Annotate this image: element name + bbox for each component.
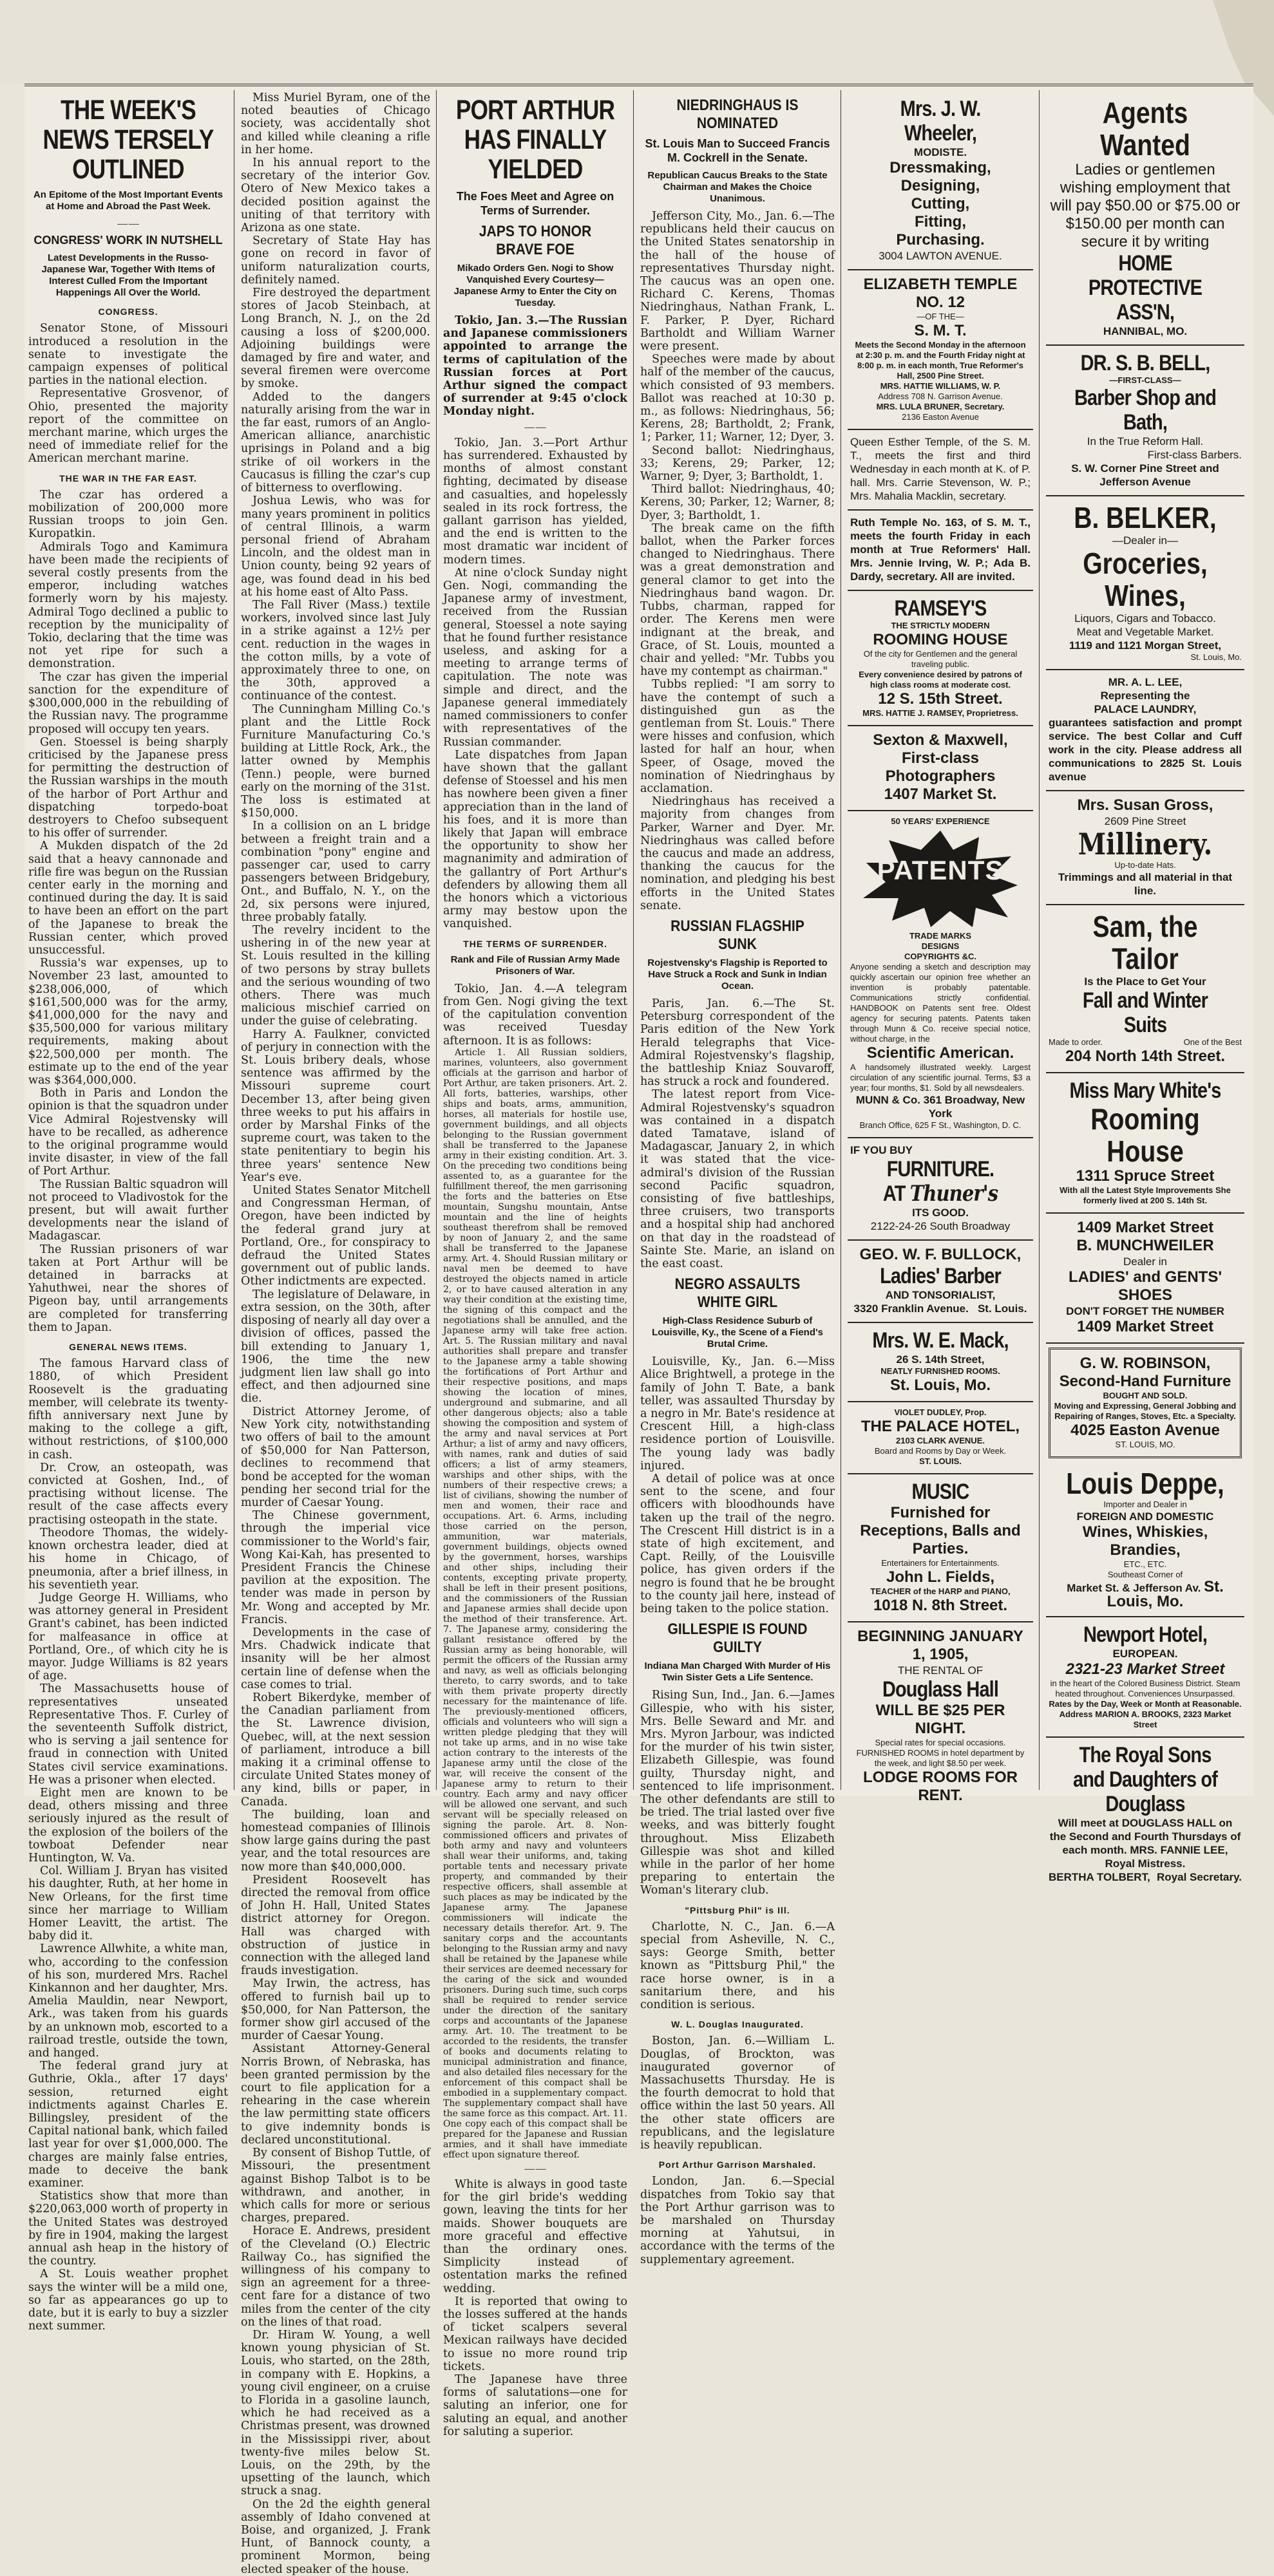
- article-paragraph: It is reported that owing to the losses suffered at the hands of ticket scalpers several Mexican railways have decided to issue no more round trip tickets.: [443, 2295, 627, 2373]
- ad-text: MRS. HATTIE WILLIAMS, W. P.: [880, 381, 1001, 391]
- article-paragraph: Harry A. Faulkner, convicted of perjury in connection with the St. Louis bribery deals, whose sentence was affirmed by the Missouri supreme court December 13, after being given three weeks to put his affairs in order by Marshal Finks of the supreme court, was taken to the state penitentiary to begin his three years' sentence New Year's eve.: [241, 1028, 430, 1184]
- ad-text: Address MARION A. BROOKS, 2323 Market Street: [1059, 1709, 1231, 1729]
- ad-text: MODISTE.: [913, 146, 967, 158]
- article-paragraph: Theodore Thomas, the widely-known orchestra leader, died at his home in Chicago, of pneumonia, after a brief illness, in his seventieth year.: [28, 1526, 228, 1592]
- ad-text: Furnished for: [890, 1504, 991, 1521]
- ad-text: St. Louis, Mo.: [890, 1377, 991, 1394]
- ad-text: Ruth Temple No. 163, of S. M. T., meets the fourth Friday in each month at True Reformers' Hall. Mrs. Jennie Irving, W. P.; Ada B. Dardy, secretary. All are invited.: [850, 516, 1031, 583]
- article-paragraph: The Russian prisoners of war taken at Port Arthur will be detained in barracks at Yahuthwei, near the shores of Pigeon bay, until arrangements are completed for transferring them to Japan.: [28, 1243, 228, 1334]
- article-paragraph: Miss Muriel Byram, one of the noted beauties of Chicago society, was accidentally shot and killed while cleaning a rifle in her home.: [241, 91, 430, 156]
- deck: Mikado Orders Gen. Nogi to Show Vanquished Every Courtesy—Japanese Army to Enter the City on Tuesday.: [453, 263, 617, 308]
- ad-agents-wanted: [1046, 91, 1244, 346]
- ad-title: Newport Hotel,: [1083, 1622, 1208, 1647]
- article-paragraph: In a collision on an L bridge between a freight train and a combination "pony" engine and passenger car, used to carry passengers between Bridgebury, Ont., and Buffalo, N. Y., on the 2d, six persons were injured, three probably fatally.: [241, 820, 430, 924]
- article-paragraph: Second ballot: Niedringhaus, 33; Kerens, 29; Parker, 12; Warner, 9; Dyer, 3; Bartholdt, 1.: [640, 444, 835, 484]
- article-paragraph: Eight men are known to be dead, others missing and three seriously injured as the result of the explosion of the boilers of the towboat Defender near Huntington, W. Va.: [28, 1786, 228, 1865]
- section-title: CONGRESS.: [98, 306, 158, 317]
- section-title: "Pittsburg Phil" is Ill.: [685, 1904, 790, 1915]
- ad-address: 204 North 14th Street.: [1065, 1048, 1226, 1065]
- ad-address: 3320 Franklin Avenue.: [853, 1302, 969, 1315]
- ad-text: Moving and Expressing, General Jobbing and Repairing of Ranges, Stoves, Etc. a Specialty.: [1054, 1401, 1237, 1421]
- ad-text: BOUGHT AND SOLD.: [1103, 1391, 1188, 1400]
- ad-title: Thuner's: [909, 1181, 998, 1207]
- ad-address: 1409 Market Street: [1076, 1318, 1214, 1335]
- article-fine-print: Article 1. All Russian soldiers, marines, volunteers, also government officials at the garrison and harbor of Port Arthur, are taken prisoners. Art. 2. All forts, batteries, warships, other ships and boats, arms, ammunition, horses, all materials for hostile use, government buildings, and all objects belonging to the Russian government shall be transferred to the Japanese army in their existing condition. Art. 3. On the preceding two conditions being assented to, as a guarantee for the fulfillment thereof, the men garrisoning the forts and the batteries on Etse mountain, Sungshu mountain, Antse mountain and the line of heights southeast therefrom shall be removed by noon of January 2, and the same shall be transferred to the Japanese army. Art. 4. Should Russian military or naval men be deemed to have destroyed the objects named in article 2, or to have caused alteration in any way their condition at the existing time, the signing of this compact and the negotiations shall be annulled, and the Japanese army will take free action. Art. 5. The Russian military and naval authorities shall prepare and transfer to the Japanese army a table showing the fortifications of Port Arthur and their respective positions, and maps showing the location of mines, underground and submarine, and all other dangerous objects; also a table showing the composition and system of the army and naval services at Port Arthur; a list of army and navy officers, with names, rank and duties of said officers; a list of army steamers, warships and other ships, with the numbers of their respective crews; a list of civilians, showing the number of men and women, their race and occupations. Art. 6. Arms, including those carried on the person, ammunition, war materials, government buildings, objects owned by the government, horses, warships and other ships, including their contents, excepting private property, shall be left in their present positions, and the commissioners of the Russian and Japanese armies shall decide upon the method of their transference. Art. 7. The Japanese army, considering the gallant resistance offered by the Russian army as being honorable, will permit the officers of the Russian army and navy, as well as officials belonging thereto, to carry swords, and to take with them private property directly necessary for the maintenance of life. The previously-mentioned officers, officials and volunteers who will sign a written pledge pledging that they will not take up arms, and in no wise take action contrary to the interests of the Japanese army until the close of the war, will receive the consent of the Japanese army to return to their country. Each army and navy officer will be allowed one servant, and such servant will be specially released on signing the parole. Art. 8. Non-commissioned officers and privates of both army and navy and volunteers shall wear their uniforms, and, taking portable tents and necessary private property, and commanded by their respective officers, shall assemble at such places as may be indicated by the Japanese army. The Japanese commissioners will indicate the necessary details therefor. Art. 9. The sanitary corps and the accountants belonging to the Russian army and navy shall be retained by the Japanese while their services are deemed necessary for the caring of the sick and wounded prisoners. During such time, such corps shall be required to render service under the direction of the sanitary corps and accountants of the Japanese army. Art. 10. The treatment to be accorded to the residents, the transfer of books and documents relating to municipal administration and finance, and also detailed files necessary for the enforcement of this compact shall be embodied in a supplementary compact. The supplementary compact shall have the same force as this compact. Art. 11. One copy each of this compact shall be prepared for the Japanese and Russian armies, and it shall have immediate effect upon signature thereof.: [443, 1047, 627, 2160]
- patents-badge: [863, 831, 1018, 927]
- ad-text: Queen Esther Temple, of the S. M. T., meets the first and third Wednesday in each month at K. of P. hall. Mrs. Carrie Stevenson, W. P.; Mrs. Mahalia Macklin, secretary.: [850, 436, 1031, 502]
- ad-music: [848, 1474, 1033, 1622]
- ad-text: Royal Secretary.: [1157, 1871, 1242, 1883]
- ad-text: 50 YEARS' EXPERIENCE: [891, 816, 990, 826]
- ad-text: BERTHA TOLBERT,: [1049, 1871, 1150, 1883]
- ad-title: MR. A. L. LEE,: [1108, 676, 1183, 688]
- ad-text: FOREIGN AND DOMESTIC: [1076, 1510, 1214, 1523]
- page-margin-top: [0, 0, 1274, 84]
- column-5-ads: [844, 91, 1037, 1804]
- column-rule: [1039, 90, 1040, 1790]
- article-paragraph: Dr. Hiram W. Young, a well known young physician of St. Louis, who started, on the 28th, in company with E. Hopkins, a young civil engineer, on a cruise to Florida in a gasoline launch, which he had received as a Christmas present, was drowned in the Mississippi river, about twenty-five miles below St. Louis, on the 29th, by the upsetting of the launch, which struck a snag.: [241, 2328, 430, 2498]
- ad-text: St. Louis.: [977, 1302, 1027, 1315]
- ad-text: FURNISHED ROOMS in hotel department by the week, and light $8.50 per week.: [856, 1748, 1025, 1768]
- article-paragraph: White is always in good taste for the girl bride's wedding gown, leaving the tints for her maids. Shower bouquets are more graceful and effective than the ordinary ones. Simplicity instead of ostentation marks the refined wedding.: [443, 2177, 627, 2295]
- ad-text: Designing,: [900, 177, 980, 194]
- ad-text: Board and Rooms by Day or Week.: [874, 1446, 1007, 1456]
- ad-text: Wines, Whiskies, Brandies,: [1082, 1523, 1208, 1559]
- ad-address: 1018 N. 8th Street.: [873, 1597, 1008, 1614]
- article-paragraph: Russia's war expenses, up to November 23 last, amounted to $238,006,000, of which $161,500,000 was for the army, $41,000,000 for the navy and $35,500,000 for various military requirements, making about $22,500,000 per month. The estimate up to the end of the year was $364,000,000.: [28, 957, 228, 1087]
- article-paragraph: Dr. Crow, an osteopath, was convicted at Goshen, Ind., of practising without license. The result of the case affects every practising osteopath in the state.: [28, 1461, 228, 1527]
- ad-text: Rates by the Day, Week or Month at Reasonable.: [1049, 1699, 1242, 1709]
- ad-title: Mrs. W. E. Mack,: [872, 1328, 1009, 1353]
- ad-text: —Dealer in—: [1112, 534, 1179, 547]
- ad-title: Mrs. Susan Gross,: [1077, 796, 1213, 814]
- article-paragraph: Assistant Attorney-General Norris Brown, of Nebraska, has been granted permission by the court to file application for a rehearing in the case wherein the law permitting state officers to give indemnity bonds is declared unconstitutional.: [241, 2042, 430, 2147]
- ad-text: John L. Fields,: [886, 1568, 994, 1586]
- article-paragraph: The Russian Baltic squadron will not proceed to Vladivostok for the present, but will await further developments near the island of Madagascar.: [28, 1178, 228, 1243]
- ad-address: 2103 CLARK AVENUE.: [896, 1436, 985, 1445]
- ad-robinson: [1049, 1348, 1242, 1458]
- section-title: GENERAL NEWS ITEMS.: [69, 1342, 187, 1353]
- column-2: [237, 91, 434, 2576]
- ad-text: ITS GOOD.: [912, 1207, 969, 1219]
- article-paragraph: The Chinese government, through the imperial vice commissioner to the World's fair, Wong Kai-Kah, has presented to President Francis the Chinese pavilion at the exposition. The tender was made in person by Mr. Wong and accepted by Mr. Francis.: [241, 1509, 430, 1626]
- ad-text: Rooming House: [1090, 1102, 1200, 1168]
- deck: An Epitome of the Most Important Events at Home and Abroad the Past Week.: [33, 189, 223, 212]
- ad-address: Market St. & Jefferson Av.: [1067, 1582, 1201, 1594]
- article-paragraph: The Massachusetts house of representatives unseated Representative Thos. F. Curley of the seventeenth Suffolk district, who is serving a jail sentence for fraud in connection with United States civil service examinations. He was a prisoner when elected.: [28, 1682, 228, 1787]
- article-paragraph: Admirals Togo and Kamimura have been made the recipients of several costly presents from the emperor, including watches formerly worn by his majesty. Admiral Togo declined a public to reception by the municipality of Tokio, declaring that the time was not yet ripe for such a demonstration.: [28, 540, 228, 671]
- ad-text: WILL BE $25 PER NIGHT.: [875, 1702, 1005, 1737]
- deck: Republican Caucus Breaks to the State Chairman and Makes the Choice Unanimous.: [647, 170, 828, 204]
- article-paragraph: Paris, Jan. 6.—The St. Petersburg correspondent of the Paris edition of the New York Herald telegraphs that Vice-Admiral Rojestvensky's flagship, the battleship Kniaz Souvaroff, has struck a rock and foundered.: [640, 997, 835, 1089]
- article-paragraph: Charlotte, N. C., Jan. 6.—A special from Asheville, N. C., says: George Smith, better known as "Pittsburg Phil," the race horse owner, is in a sanitarium there, and his condition is serious.: [640, 1920, 835, 2011]
- headline-flagship: RUSSIAN FLAGSHIP SUNK: [670, 917, 804, 953]
- section-title: THE WAR IN THE FAR EAST.: [59, 473, 197, 484]
- subhead-japs: JAPS TO HONOR BRAVE FOE: [479, 223, 592, 258]
- ad-sexton-maxwell: [848, 726, 1033, 811]
- ad-text: St. Louis, Mo.: [1107, 1578, 1224, 1610]
- ad-address: 4025 Easton Avenue: [1070, 1422, 1220, 1439]
- ad-text: —OF THE—: [917, 312, 964, 321]
- ad-text: Will meet at DOUGLASS HALL on the Second and Fourth Thursdays of each month. MRS. FANNIE LEE, Royal Mistress.: [1049, 1817, 1241, 1870]
- article-paragraph: The break came on the fifth ballot, when the Parker forces changed to Niedringhaus. There was a great demonstration and general clamor to get into the Niedringhaus band wagon. Dr. Tubbs, charman, rapped for order. The Kerens men were indignant at the break, and Grace, of St. Louis, mounted a chair and yelled: "Mr. Tubbs you have my contempt as chairman.": [640, 522, 835, 679]
- ad-title: Miss Mary White's: [1069, 1078, 1221, 1103]
- ad-title: Mrs. J. W. Wheeler,: [900, 97, 981, 146]
- ad-text: COPYRIGHTS &C.: [904, 952, 976, 961]
- article-paragraph: President Roosevelt has directed the removal from office of John H. Hall, United States district attorney for Oregon. Hall was charged with obstruction of justice in connection with the alleged land frauds investigation.: [241, 1873, 430, 1978]
- article-paragraph: May Irwin, the actress, has offered to furnish bail up to $50,000, for Nan Patterson, the former show girl accused of the murder of Caesar Young.: [241, 1977, 430, 2043]
- ad-deppe: [1046, 1462, 1244, 1617]
- ad-elizabeth-temple: [848, 270, 1033, 430]
- column-3: [439, 91, 631, 2438]
- ad-title: Louis Deppe,: [1066, 1467, 1224, 1500]
- ad-douglass-hall: [848, 1622, 1033, 1811]
- article-paragraph: District Attorney Jerome, of New York city, notwithstanding two offers of bail to the amount of $50,000 for Nan Patterson, declines to recommend that bond be accepted for the woman pending her second trial for the murder of Caesar Young.: [241, 1405, 430, 1509]
- ad-text: Entertainers for Entertainments.: [881, 1558, 1000, 1568]
- article-paragraph: The Fall River (Mass.) textile workers, involved since last July in a strike against a 12½ per cent. reduction in the wages in the cotton mills, by a vote of approximately three to one, on the 30th, approved a continuance of the contest.: [241, 598, 430, 703]
- ad-mary-white: [1046, 1073, 1244, 1214]
- ad-address: 1119 and 1121 Morgan Street,: [1069, 639, 1222, 652]
- ad-title: B. MUNCHWEILER: [1076, 1237, 1214, 1254]
- ad-ruth-temple: [848, 511, 1033, 591]
- ad-text: St. Louis, Mo.: [1190, 652, 1242, 662]
- article-paragraph: Tokio, Jan. 3.—Port Arthur has surrendered. Exhausted by months of almost constant fighting, decimated by disease and casualties, and hopelessly sealed in its rock fortress, the gallant garrison has yielded, and the end is written to the most dramatic war incident of modern times.: [443, 436, 627, 567]
- ad-text: Up-to-date Hats.: [1114, 860, 1176, 870]
- ad-bullock: [848, 1241, 1033, 1323]
- ad-title: DR. S. B. BELL,: [1080, 351, 1210, 375]
- ad-text: ST. LOUIS, MO.: [1115, 1440, 1175, 1449]
- article-paragraph: On the 2d the eighth general assembly of Idaho convened at Boise, and organized, J. Frank Hunt, of Bannock county, a prominent Mormon, being elected speaker of the house.: [241, 2497, 430, 2576]
- article-paragraph: The czar has ordered a mobilization of 200,000 more Russian troops to join Gen. Kuropatkin.: [28, 488, 228, 541]
- ad-text: guarantees satisfaction and prompt service. The best Collar and Cuff work in the city. Please address all communications to 2825 St. Louis avenue: [1049, 717, 1242, 783]
- ad-address: 2321-23 Market Street: [1065, 1660, 1225, 1678]
- column-6-ads: [1042, 91, 1248, 1883]
- ad-text: MRS. LULA BRUNER, Secretary.: [876, 402, 1005, 411]
- ad-text: LODGE ROOMS FOR RENT.: [863, 1769, 1018, 1804]
- ad-text: AT: [882, 1181, 906, 1206]
- ad-text: First-class Photographers: [885, 749, 996, 785]
- ad-text: Ladies' Barber: [880, 1264, 1001, 1288]
- article-paragraph: Tokio, Jan. 4.—A telegram from Gen. Nogi giving the text of the capitulation convention was received Tuesday afternoon. It is as follows:: [443, 982, 627, 1048]
- ad-address: 26 S. 14th Street,: [896, 1353, 985, 1366]
- ad-text: LADIES' and GENTS' SHOES: [1068, 1268, 1222, 1304]
- ad-text: Receptions, Balls and Parties.: [860, 1522, 1021, 1557]
- ad-text: Of the city for Gentlemen and the general traveling public.: [863, 649, 1018, 669]
- deck: Rojestvensky's Flagship is Reported to Have Struck a Rock and Sunk in Indian Ocean.: [647, 957, 828, 992]
- ad-text: Address 708 N. Garrison Avenue.: [878, 391, 1003, 401]
- ad-title: RAMSEY'S: [894, 596, 987, 621]
- ad-title: Agents Wanted: [1100, 96, 1190, 162]
- ad-text: Representing the: [1100, 690, 1190, 702]
- headline-negro-assaults: NEGRO ASSAULTS WHITE GIRL: [674, 1275, 801, 1312]
- deck: Indiana Man Charged With Murder of His Twin Sister Gets a Life Sentence.: [644, 1660, 831, 1684]
- article-paragraph: By consent of Bishop Tuttle, of Missouri, the presentment against Bishop Talbot is to be withdrawn, and another, in which calls for more or serious charges, prepared.: [241, 2147, 430, 2225]
- article-paragraph: Robert Bikerdyke, member of the Canadian parliament from the St. Lawrence division, Quebec, will, at the next session of parliament, introduce a bill making it a criminal offense to circulate United States money of any kind, bills or paper, in Canada.: [241, 1691, 430, 1809]
- column-4: [636, 91, 839, 2266]
- article-paragraph: Added to the dangers naturally arising from the war in the far east, rumors of an Anglo-American alliance, anarchistic uprisings in Poland and a big strike of oil workers in the Caucasus is filling the czar's cup of bitterness to overflowing.: [241, 390, 430, 495]
- ad-ramseys: [848, 591, 1033, 726]
- ad-title: FURNITURE.: [886, 1157, 994, 1181]
- ad-text: Southeast Corner of: [1107, 1570, 1183, 1579]
- ad-text: 2136 Easton Avenue: [902, 412, 979, 422]
- article-paragraph: The Japanese have three forms of salutations—one for saluting an inferior, one for saluting an equal, and another for saluting a superior.: [443, 2373, 627, 2438]
- ad-bell-barber: [1046, 346, 1244, 496]
- ad-text: Cutting,: [911, 195, 970, 212]
- ad-text: Second-Hand Furniture: [1059, 1373, 1231, 1390]
- article-paragraph: Judge George H. Williams, who was attorney general in President Grant's cabinet, has been indicted for malfeasance in office at Portland, Ore., of which city he is mayor. Judge Williams is 82 years of age.: [28, 1591, 228, 1683]
- ad-text: Groceries, Wines,: [1083, 547, 1208, 612]
- column-1: [24, 91, 232, 2333]
- ad-text: One of the Best: [1183, 1037, 1242, 1047]
- article-paragraph: At nine o'clock Sunday night Gen. Nogi, commanding the Japanese army of investment, received from the Russian general, Stoessel a note saying that he found further resistance useless, and asking for a meeting to arrange terms of capitulation. The note was simple and direct, and the Japanese general immediately named commissioners to confer with representatives of the Russian commander.: [443, 566, 627, 749]
- deck: The Foes Meet and Agree on Terms of Surrender.: [456, 190, 614, 217]
- article-paragraph: Statistics show that more than $220,063,000 worth of property in the United States was destroyed by fire in 1904, making the largest annual ash heap in the history of the country.: [28, 2190, 228, 2268]
- ad-text: AND TONSORIALIST,: [885, 1289, 996, 1301]
- article-paragraph: United States Senator Mitchell and Congressman Herman, of Oregon, have been indicted by the federal grand jury at Portland, Ore., for conspiracy to defraud the United States government out of public lands. Other indictments are expected.: [241, 1184, 430, 1288]
- ad-text: Meat and Vegetable Market.: [1076, 626, 1214, 638]
- ad-text: Meets the Second Monday in the afternoon at 2:30 p. m. and the Fourth Friday night at 8:00 p. m. in each month, True Reformer's Hall, 2500 Pine Street.: [855, 340, 1026, 381]
- ad-text: Barber Shop and Bath,: [1074, 386, 1217, 435]
- ad-text: Purchasing.: [896, 231, 985, 249]
- article-paragraph: The legislature of Delaware, in extra session, on the 30th, after disposing of nearly all day over a division of offices, passed the bill extending to January 1, 1906, the time the new judgment lien law shall go into effect, and then adjourned sine die.: [241, 1288, 430, 1406]
- article-paragraph: The Cunningham Milling Co.'s plant and the Little Rock Furniture Manufacturing Co.'s building at Little Rock, Ark., the latter owned by Memphis (Tenn.) people, were burned early on the morning of the 31st. The loss is estimated at $150,000.: [241, 702, 430, 820]
- article-paragraph: The federal grand jury at Guthrie, Okla., after 17 days' session, returned eight indictments against Charles E. Billingsley, president of the Capital national bank, which failed last year for over $1,000,000. The charges are mainly false entries, made to deceive the bank examiner.: [28, 2060, 228, 2190]
- ad-palace-hotel: [848, 1402, 1033, 1474]
- article-paragraph: Niedringhaus has received a majority from changes from Parker, Warner and Dyer. Mr. Niedringhaus was called before the caucus and made an address, thanking the caucus for the nomination, and pledging his best efforts in the United States senate.: [640, 795, 835, 912]
- ad-mack: [848, 1323, 1033, 1402]
- ad-address: 2609 Pine Street: [1104, 815, 1186, 827]
- article-paragraph: A detail of police was at once sent to the scene, and four officers with bloodhounds have taken up the trail of the negro. The Crescent Hill district is in a state of high excitement, and Capt. Reilly, of the Louisville police, has given orders if the negro is found that he be brought to the county jail here, instead of being taken to the police station.: [640, 1472, 835, 1616]
- article-paragraph: Representative Grosvenor, of Ohio, presented the majority report of the committee on merchant marine, which urges the need of immediate relief for the American merchant marine.: [28, 387, 228, 465]
- article-paragraph: Jefferson City, Mo., Jan. 6.—The republicans held their caucus on the United States senatorship in the hall of the house of representatives Thursday night. The caucus was an open one. Richard C. Kerens, Thomas Niedringhaus, Nathan Frank, L. F. Parker, P. Dyer, Richard Bartholdt and William Warner were present.: [640, 210, 835, 353]
- ad-text: Dealer in: [1123, 1255, 1168, 1268]
- section-title: W. L. Douglas Inaugurated.: [671, 2019, 804, 2030]
- headline-gillespie: GILLESPIE IS FOUND GUILTY: [667, 1621, 808, 1657]
- ad-munchweiler: [1046, 1214, 1244, 1344]
- divider: ——: [524, 420, 547, 434]
- article-paragraph: The latest report from Vice-Admiral Rojestvensky's squadron was contained in a dispatch dated Tamatave, island of Madagascar, January 2, in which it was stated that the vice-admiral's division of the Russian second Pacific squadron, consisting of five battleships, three cruisers, two transports and a hospital ship had anchored on that day in the roadstead of Sainte Ste. Marie, an island on the east coast.: [640, 1088, 835, 1271]
- divider: ——: [524, 2162, 547, 2176]
- article-paragraph: The czar has given the imperial sanction for the expenditure of $300,000,000 in the rebuilding of the Russian navy. The programme proposed will occupy ten years.: [28, 670, 228, 736]
- article-paragraph: The building, loan and homestead companies of Illinois show large gains during the past year, and the total resources are now more than $40,000,000.: [241, 1808, 430, 1874]
- article-paragraph: Speeches were made by about half of the member of the caucus, which consisted of 93 members. Ballot was reached at 10:30 p. m., as follows: Niedringhaus, 56; Kerens, 28; Bartholdt, 2; Frank, 1; Parker, 11; Warner, 12; Dyer, 3.: [640, 353, 835, 444]
- article-paragraph: A St. Louis weather prophet says the winter will be a mild one, so far as appearances go up to date, but it is early to buy a sizzler next summer.: [28, 2268, 228, 2333]
- ad-wheeler: [848, 91, 1033, 270]
- article-paragraph: Boston, Jan. 6.—William L. Douglas, of Brockton, was inaugurated governor of Massachusetts Thursday. He is the fourth democrat to hold that office within the last 50 years. All the other state officers are republicans, and the legislature is heavily republican.: [640, 2035, 835, 2152]
- ad-text: DON'T FORGET THE NUMBER: [1066, 1305, 1224, 1317]
- ad-title: BEGINNING JANUARY 1, 1905,: [857, 1628, 1023, 1663]
- lead-paragraph: Tokio, Jan. 3.—The Russian and Japanese commissioners appointed to arrange the terms of capitulation of the Russian forces at Port Arthur signed the compact of surrender at 9:45 o'clock Monday night.: [443, 314, 627, 418]
- ad-text: THE STRICTLY MODERN: [891, 621, 990, 630]
- column-rule: [436, 90, 437, 1790]
- ad-millinery: [1046, 791, 1244, 905]
- article-paragraph: Senator Stone, of Missouri introduced a resolution in the senate to investigate the campaign expenses of political parties in the national election.: [28, 322, 228, 388]
- article-paragraph: Fire destroyed the department stores of Jacob Steinbach, at Long Branch, N. J., on the 2d causing a loss of $200,000. Adjoining buildings were damaged by fire and water, and several firemen were overcome by smoke.: [241, 287, 430, 391]
- ad-text: HANNIBAL, MO.: [1103, 325, 1188, 337]
- article-paragraph: Rising Sun, Ind., Jan. 6.—James Gillespie, who with his sister, Mrs. Belle Seward and Mr. and Mrs. Myron Jarbour, was indicted for the murder of his twin sister, Elizabeth Gillespie, was found guilty, Thursday night, and sentenced to life imprisonment. The other defendants are still to be tried. The trial lasted over five weeks, and was bitterly fought throughout. Miss Elizabeth Gillespie was shot and killed while in the parlor of her home preparing to entertain the Woman's literary club.: [640, 1689, 835, 1897]
- ad-text: Every convenience desired by patrons of high class rooms at moderate cost.: [859, 670, 1022, 690]
- ad-palace-laundry: [1046, 670, 1244, 791]
- column-rule: [633, 90, 634, 1790]
- article-paragraph: A Mukden dispatch of the 2d said that a heavy cannonade and rifle fire was begun on the Russian center early in the morning and continued during the day. It is said to have been an effort on the part of the Japanese to break the Russian center, which proved unsuccessful.: [28, 840, 228, 957]
- ad-address: 1407 Market St.: [884, 785, 997, 803]
- ad-title: B. BELKER,: [1074, 501, 1217, 534]
- headline-niedringhaus: NIEDRINGHAUS IS NOMINATED: [676, 97, 799, 132]
- ad-address: S. W. Corner Pine Street and Jefferson Avenue: [1071, 462, 1219, 488]
- ad-text: TRADE MARKS: [909, 931, 972, 941]
- article-paragraph: Col. William J. Bryan has visited his daughter, Ruth, at her home in New Orleans, for the first time since her marriage to William Homer Leavitt, the artist. The baby did it.: [28, 1865, 228, 1943]
- ad-text: Millinery.: [1078, 827, 1213, 861]
- subhead-congress: CONGRESS' WORK IN NUTSHELL: [33, 234, 223, 247]
- ad-address: 1311 Spruce Street: [1076, 1167, 1215, 1185]
- ad-text: Trimmings and all material in that line.: [1058, 871, 1233, 897]
- deck: Rank and File of Russian Army Made Prisoners of War.: [450, 954, 620, 977]
- ad-thuners: [848, 1138, 1033, 1241]
- article-paragraph: The revelry incident to the ushering in of the new year at St. Louis resulted in the killing of two persons by stray bullets and the serious wounding of two others. There was much malicious mischief carried on under the guise of celebrating.: [241, 924, 430, 1028]
- deck: High-Class Residence Suburb of Louisville, Ky., the Scene of a Fiend's Brutal Crime.: [652, 1315, 823, 1350]
- section-title: Port Arthur Garrison Marshaled.: [658, 2159, 817, 2170]
- ad-text: EUROPEAN.: [1112, 1648, 1178, 1660]
- ad-text: Ladies or gentlemen wishing employment that will pay $50.00 or $75.00 or $150.00 per month can secure it by writing: [1050, 161, 1241, 250]
- article-paragraph: In his annual report to the secretary of the interior Gov. Otero of New Mexico takes a decided position against the uniting of that territory with Arizona as one state.: [241, 156, 430, 235]
- ad-title: The Royal Sons and Daughters of Douglass: [1072, 1743, 1218, 1816]
- ad-text: Branch Office, 625 F St., Washington, D. C.: [859, 1120, 1022, 1130]
- ad-text: THE RENTAL OF: [897, 1664, 984, 1677]
- ad-text: in the heart of the Colored Business District. Steam heated throughout. Conveniences Unsurpassed.: [1050, 1678, 1241, 1698]
- deck: Latest Developments in the Russo-Japanese War, Together With Items of Interest Culled From the Important Happenings All Over the World.: [41, 252, 215, 299]
- ad-text: First-class Barbers.: [1147, 449, 1242, 461]
- ad-text: A handsomely illustrated weekly. Largest circulation of any scientific journal. Terms, $3 a year; four months, $1. Sold by all newsdealers.: [850, 1062, 1031, 1093]
- article-paragraph: Both in Paris and London the opinion is that the squadron under Vice Admiral Rojestvensky will have to be recalled, as adherence to the original programme would invite disaster, in view of the fall of Port Arthur.: [28, 1087, 228, 1178]
- ad-sam-tailor: [1046, 905, 1244, 1073]
- article-paragraph: The famous Harvard class of 1880, of which President Roosevelt is the graduating member, will celebrate its twenty-fifth anniversary next June by making to the college a gift, without restrictions, of $100,000 in cash.: [28, 1357, 228, 1462]
- ad-title: Sexton & Maxwell,: [873, 731, 1008, 749]
- ad-title: GEO. W. F. BULLOCK,: [859, 1246, 1022, 1263]
- ad-text: Special rates for special occasions.: [875, 1738, 1006, 1747]
- ad-title: G. W. ROBINSON,: [1079, 1355, 1211, 1372]
- ad-title: MUSIC: [911, 1480, 969, 1504]
- ad-title: THE PALACE HOTEL,: [860, 1418, 1020, 1435]
- ad-text: MRS. HATTIE J. RAMSEY, Proprietress.: [862, 708, 1018, 718]
- ad-text: Fitting,: [915, 213, 966, 230]
- ad-text: Anyone sending a sketch and description may quickly ascertain our opinion free whether an invention is probably patentable. Communications strictly confidential. HANDBOOK on Patents sent free. Oldest agency for securing patents. Patents taken through Munn & Co. receive special notice, without charge, in the: [850, 962, 1031, 1044]
- ad-text: ETC., ETC.: [1123, 1559, 1167, 1569]
- ad-text: ST. LOUIS.: [919, 1456, 962, 1466]
- ad-text: Importer and Dealer in: [1103, 1500, 1187, 1509]
- ad-text: With all the Latest Style Improvements She formerly lived at 200 S. 14th St.: [1060, 1185, 1231, 1205]
- ad-text: ROOMING HOUSE: [873, 631, 1008, 648]
- article-paragraph: Horace E. Andrews, president of the Cleveland (O.) Electric Railway Co., has signified the willingness of his company to sign an agreement for a three-cent fare for a distance of two miles from the center of the city on the lines of that road.: [241, 2224, 430, 2329]
- ad-address: 1409 Market Street: [1076, 1219, 1214, 1236]
- ad-text: Is the Place to Get Your: [1084, 975, 1206, 988]
- newspaper-page: [24, 84, 1253, 2576]
- ad-queen-esther: [848, 430, 1033, 511]
- article-paragraph: Lawrence Allwhite, a white man, who, according to the confession of his son, murdered Mrs. Rachel Kinkannon and her daughter, Mrs. Amelia Mauldin, near Newport, Ark., was taken from his guards by an unknown mob, escorted to a railroad trestle, outside the town, and hanged.: [28, 1942, 228, 2060]
- article-paragraph: Third ballot: Niedringhaus, 40; Kerens, 30; Parker, 12; Warner, 8; Dyer, 3; Bartholdt, 1.: [640, 483, 835, 522]
- deck: St. Louis Man to Succeed Francis M. Cockrell in the Senate.: [645, 137, 830, 164]
- ad-belker: [1046, 496, 1244, 670]
- ad-text: Liquors, Cigars and Tobacco.: [1074, 612, 1216, 625]
- ad-text: Made to order.: [1049, 1037, 1103, 1047]
- headline-port-arthur: PORT ARTHUR HAS FINALLY YIELDED: [455, 95, 615, 185]
- ad-text: IF YOU BUY: [850, 1144, 913, 1156]
- ad-text: VIOLET DUDLEY, Prop.: [894, 1407, 987, 1417]
- ad-text: DESIGNS: [921, 941, 960, 951]
- headline-weeks-news: THE WEEK'S NEWS TERSELY OUTLINED: [43, 95, 214, 185]
- ad-text: TEACHER of the HARP and PIANO,: [870, 1586, 1011, 1596]
- ad-text: Fall and Winter Suits: [1082, 988, 1208, 1037]
- ad-text: Douglass Hall: [882, 1677, 999, 1702]
- article-paragraph: Gen. Stoessel is being sharply criticised by the Japanese press for permitting the destruction of the Russian warships in the mouth of the harbor of Port Arthur and dispatching torpedo-boat destroyers to Chefoo subsequent to his offer of surrender.: [28, 735, 228, 840]
- article-paragraph: Tubbs replied: "I am sorry to have the contempt of such a distinguished gun as the gentleman from St. Louis." There were hisses and confusion, which lasted for half an hour, when Speer, of Osage, moved the nomination of Niedringhaus by acclamation.: [640, 678, 835, 795]
- ad-text: Scientific American.: [866, 1044, 1014, 1062]
- article-paragraph: Secretary of State Hay has gone on record in favor of uniform naturalization courts, definitely named.: [241, 234, 430, 287]
- ad-newport-hotel: [1046, 1617, 1244, 1738]
- ad-address: 3004 LAWTON AVENUE.: [879, 250, 1002, 262]
- ad-address: 2122-24-26 South Broadway: [870, 1220, 1011, 1232]
- article-paragraph: Louisville, Ky., Jan. 6.—Miss Alice Brightwell, a protege in the family of John T. Bate, a bank teller, was assaulted Thursday by a negro in Mr. Bate's residence at Crescent Hill, a high-class residence portion of Louisville. The young lady was badly injured.: [640, 1355, 835, 1472]
- ad-address: 361 Broadway, New York: [923, 1094, 1025, 1120]
- ad-text: HOME PROTECTIVE ASS'N,: [1088, 251, 1203, 324]
- article-paragraph: London, Jan. 6.—Special dispatches from Tokio say that the Port Arthur garrison was to be marshaled on Thursday morning at Yahutsui, in accordance with the terms of the supplementary agreement.: [640, 2175, 835, 2266]
- article-paragraph: Late dispatches from Japan have shown that the gallant defense of Stoessel and his men has nowhere been given a finer appreciation than in the land of his foes, and it is more than likely that Japan will embrace the opportunity to show her magnanimity and admiration of the gallantry of Port Arthur's defenders by allowing them all the honors which a victorious army may bestow upon the vanquished.: [443, 748, 627, 931]
- ad-title: ELIZABETH TEMPLE NO. 12: [863, 276, 1018, 311]
- article-paragraph: Developments in the case of Mrs. Chadwick indicate that insanity will be her almost certain line of defense when the case comes to trial.: [241, 1626, 430, 1691]
- ad-text: PALACE LAUNDRY,: [1094, 703, 1197, 715]
- ad-address: 12 S. 15th Street.: [878, 690, 1003, 708]
- ad-text: NEATLY FURNISHED ROOMS.: [880, 1366, 1000, 1376]
- ad-text: S. M. T.: [914, 322, 967, 339]
- ad-text: In the True Reform Hall.: [1087, 435, 1204, 447]
- section-title: THE TERMS OF SURRENDER.: [463, 938, 607, 949]
- ad-patents: [848, 811, 1033, 1138]
- ad-text: MUNN & Co.: [855, 1094, 920, 1106]
- patents-title: PATENTS: [877, 855, 1004, 885]
- ad-text: —FIRST-CLASS—: [1109, 375, 1181, 385]
- ad-text: Dressmaking,: [889, 159, 991, 176]
- ad-title: Sam, the Tailor: [1092, 910, 1198, 975]
- article-paragraph: Joshua Lewis, who was for many years prominent in politics of central Illinois, a warm personal friend of Abraham Lincoln, and the oldest man in Union county, being 92 years of age, was found dead in his bed at his home east of Alto Pass.: [241, 494, 430, 599]
- ad-royal-sons: [1046, 1738, 1244, 1890]
- divider: ——: [117, 218, 140, 230]
